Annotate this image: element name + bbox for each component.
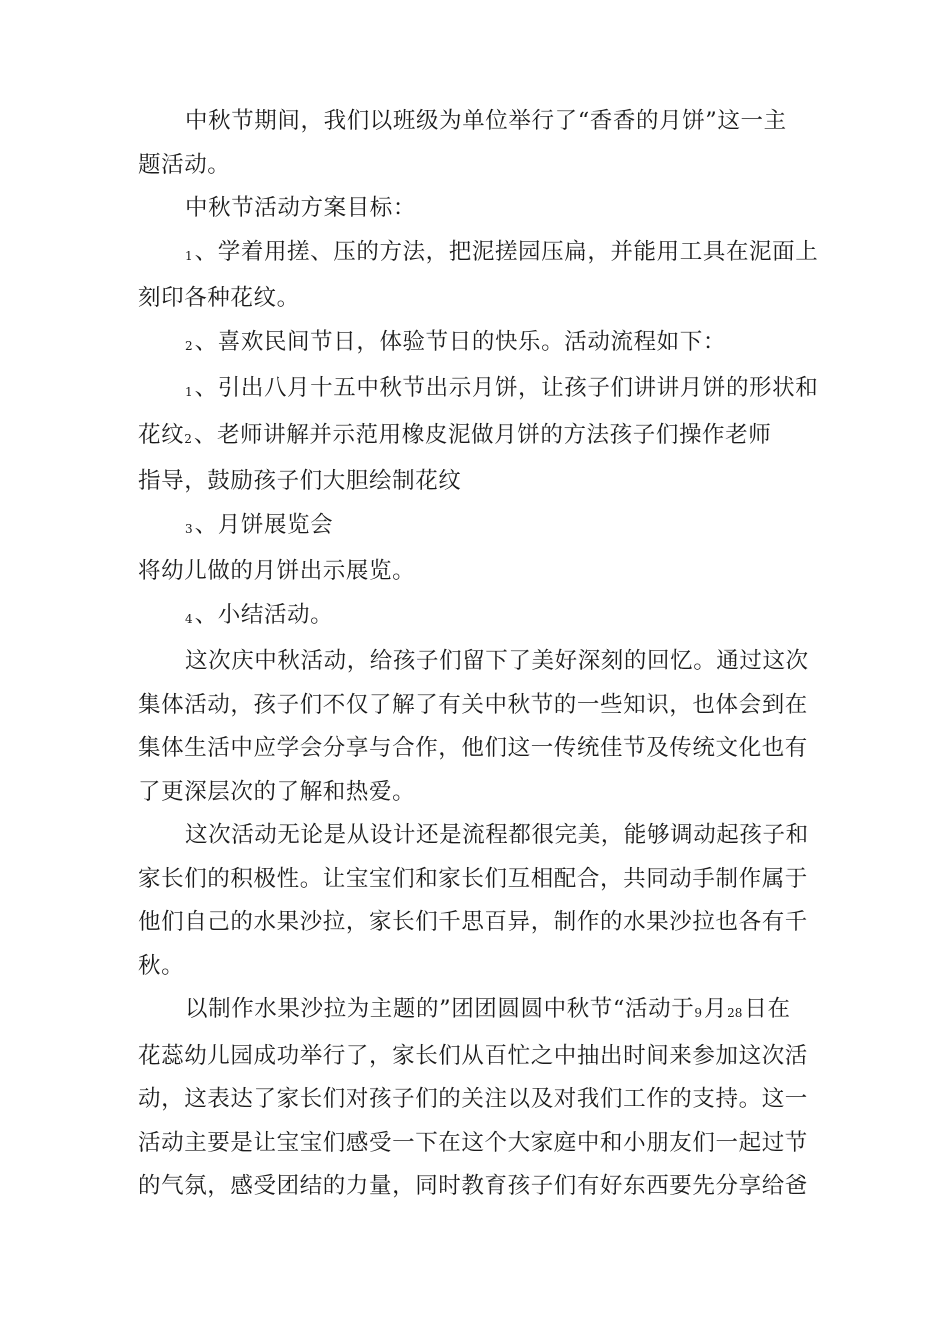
text-line (138, 231, 819, 278)
text-line: 动，这表达了家长们对孩子们的关注以及对我们工作的支持。这一 (138, 1086, 808, 1112)
text-line (138, 414, 810, 461)
text-line: 这次活动无论是从设计还是流程都很完美，能够调动起孩子和 (185, 822, 809, 848)
text-line: 将幼儿做的月饼出示展览。 (138, 558, 416, 584)
text-segment: 、学着用搓、压的方法，把泥搓园压扁，并能用工具在泥面上 (194, 238, 819, 265)
text-segment: 、引出八月十五中秋节出示月饼，让孩子们讲讲月饼的形状和 (194, 375, 819, 401)
paragraph-goal-2 (138, 321, 810, 368)
list-number: 1 (185, 385, 193, 399)
text-line: 中秋节活动方案目标： (185, 195, 417, 221)
text-line (138, 988, 810, 1035)
paragraph-step-1 (138, 367, 819, 504)
text-line: 家长们的积极性。让宝宝们和家长们互相配合，共同动手制作属于 (138, 865, 808, 892)
paragraph-summary-3 (138, 988, 810, 1209)
text-line (138, 367, 819, 414)
list-number: 4 (185, 611, 193, 626)
text-line: 题活动。 (138, 151, 231, 178)
paragraph-summary-1 (138, 640, 810, 814)
text-segment: 、月饼展览会 (194, 511, 334, 538)
text-segment: 、小结活动。 (194, 601, 334, 628)
paragraph-step-3 (138, 504, 810, 551)
text-line: 花蕊幼儿园成功举行了，家长们从百忙之中抽出时间来参加这次活 (138, 1042, 808, 1069)
text-line: 指导，鼓励孩子们大胆绘制花纹 (138, 468, 462, 494)
text-segment: 日在 (744, 996, 791, 1022)
text-line: 集体生活中应学会分享与合作，他们这一传统佳节及传统文化也有 (138, 735, 808, 761)
list-number: 2 (184, 431, 192, 446)
list-number: 3 (185, 521, 193, 536)
text-line: 刻印各种花纹。 (138, 285, 300, 311)
text-line: 中秋节期间，我们以班级为单位举行了“香香的月饼”这一主 (185, 108, 787, 134)
text-segment: 月 (703, 996, 728, 1022)
text-line: 他们自己的水果沙拉，家长们千思百异，制作的水果沙拉也各有千 (138, 909, 808, 935)
text-line (138, 504, 810, 551)
list-number: 1 (185, 248, 193, 263)
text-line: 了更深层次的了解和热爱。 (138, 778, 416, 805)
paragraph-step-4 (138, 594, 810, 641)
list-number: 2 (185, 338, 193, 353)
text-line: 秋。 (138, 952, 185, 979)
text-line (138, 594, 810, 641)
paragraph-exhibit (138, 550, 810, 594)
text-line: 集体活动，孩子们不仅了解了有关中秋节的一些知识，也体会到在 (138, 691, 808, 718)
paragraph-goal-heading (138, 187, 810, 231)
text-segment: 花纹 (138, 421, 185, 448)
text-line (138, 321, 810, 368)
date-number: 9 (694, 1006, 702, 1020)
paragraph-intro (138, 100, 810, 187)
document-body (138, 100, 819, 1209)
date-number: 28 (727, 1006, 743, 1020)
text-line: 这次庆中秋活动，给孩子们留下了美好深刻的回忆。通过这次 (185, 648, 809, 674)
text-line: 活动主要是让宝宝们感受一下在这个大家庭中和小朋友们一起过节 (138, 1129, 808, 1156)
text-segment: 、喜欢民间节日，体验节日的快乐。活动流程如下： (194, 328, 726, 355)
paragraph-goal-1 (138, 231, 819, 321)
paragraph-summary-2 (138, 814, 810, 988)
text-segment: 、老师讲解并示范用橡皮泥做月饼的方法孩子们操作老师 (193, 421, 772, 448)
text-segment: 以制作水果沙拉为主题的”团团圆圆中秋节“活动于 (185, 996, 695, 1022)
text-line: 的气氛，感受团结的力量，同时教育孩子们有好东西要先分享给爸 (138, 1173, 808, 1199)
